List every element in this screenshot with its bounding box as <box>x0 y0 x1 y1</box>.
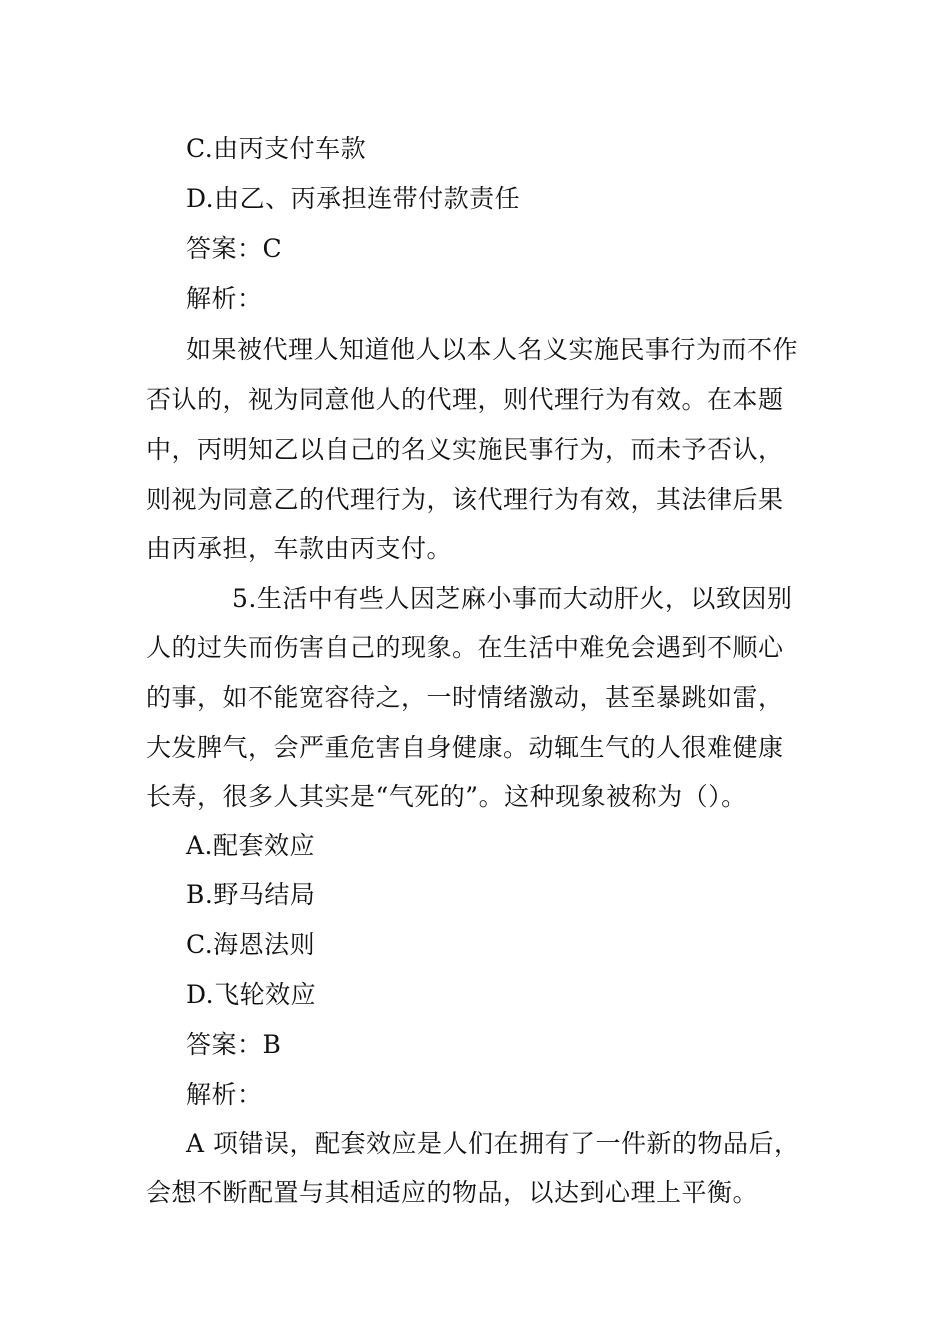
q4-analysis-line: 如果被代理人知道他人以本人名义实施民事行为而不作 <box>186 335 799 364</box>
q5-stem-line: 长寿，很多人其实是“气死的”。这种现象被称为（）。 <box>146 782 747 811</box>
q5-analysis-label: 解析： <box>186 1080 263 1109</box>
q4-option-c: C.由丙支付车款 <box>186 134 367 163</box>
q4-analysis-line: 否认的，视为同意他人的代理，则代理行为有效。在本题 <box>146 385 784 414</box>
q4-option-d: D.由乙、丙承担连带付款责任 <box>186 184 521 213</box>
q4-analysis-line: 中，丙明知乙以自己的名义实施民事行为，而未予否认， <box>146 435 784 464</box>
q5-option-a: A.配套效应 <box>186 831 316 860</box>
q5-stem-line: 大发脾气，会严重危害自身健康。动辄生气的人很难健康 <box>146 733 784 762</box>
q4-analysis-line: 则视为同意乙的代理行为，该代理行为有效，其法律后果 <box>146 485 784 514</box>
q4-analysis-line: 由丙承担，车款由丙支付。 <box>146 534 453 563</box>
q5-analysis-line: A 项错误，配套效应是人们在拥有了一件新的物品后， <box>186 1129 800 1158</box>
q5-option-b: B.野马结局 <box>186 880 316 909</box>
q5-option-d: D.飞轮效应 <box>186 980 317 1009</box>
q4-answer: 答案：C <box>186 234 283 263</box>
q5-answer: 答案：B <box>186 1030 282 1059</box>
q5-option-c: C.海恩法则 <box>186 930 316 959</box>
q5-analysis-line: 会想不断配置与其相适应的物品，以达到心理上平衡。 <box>146 1178 759 1207</box>
q5-stem-line: 的事，如不能宽容待之，一时情绪激动，甚至暴跳如雷， <box>146 683 784 712</box>
q5-stem-line: 人的过失而伤害自己的现象。在生活中难免会遇到不顺心 <box>146 633 784 662</box>
q4-analysis-label: 解析： <box>186 284 263 313</box>
q5-stem-line: 5.生活中有些人因芝麻小事而大动肝火，以致因别 <box>232 584 793 613</box>
